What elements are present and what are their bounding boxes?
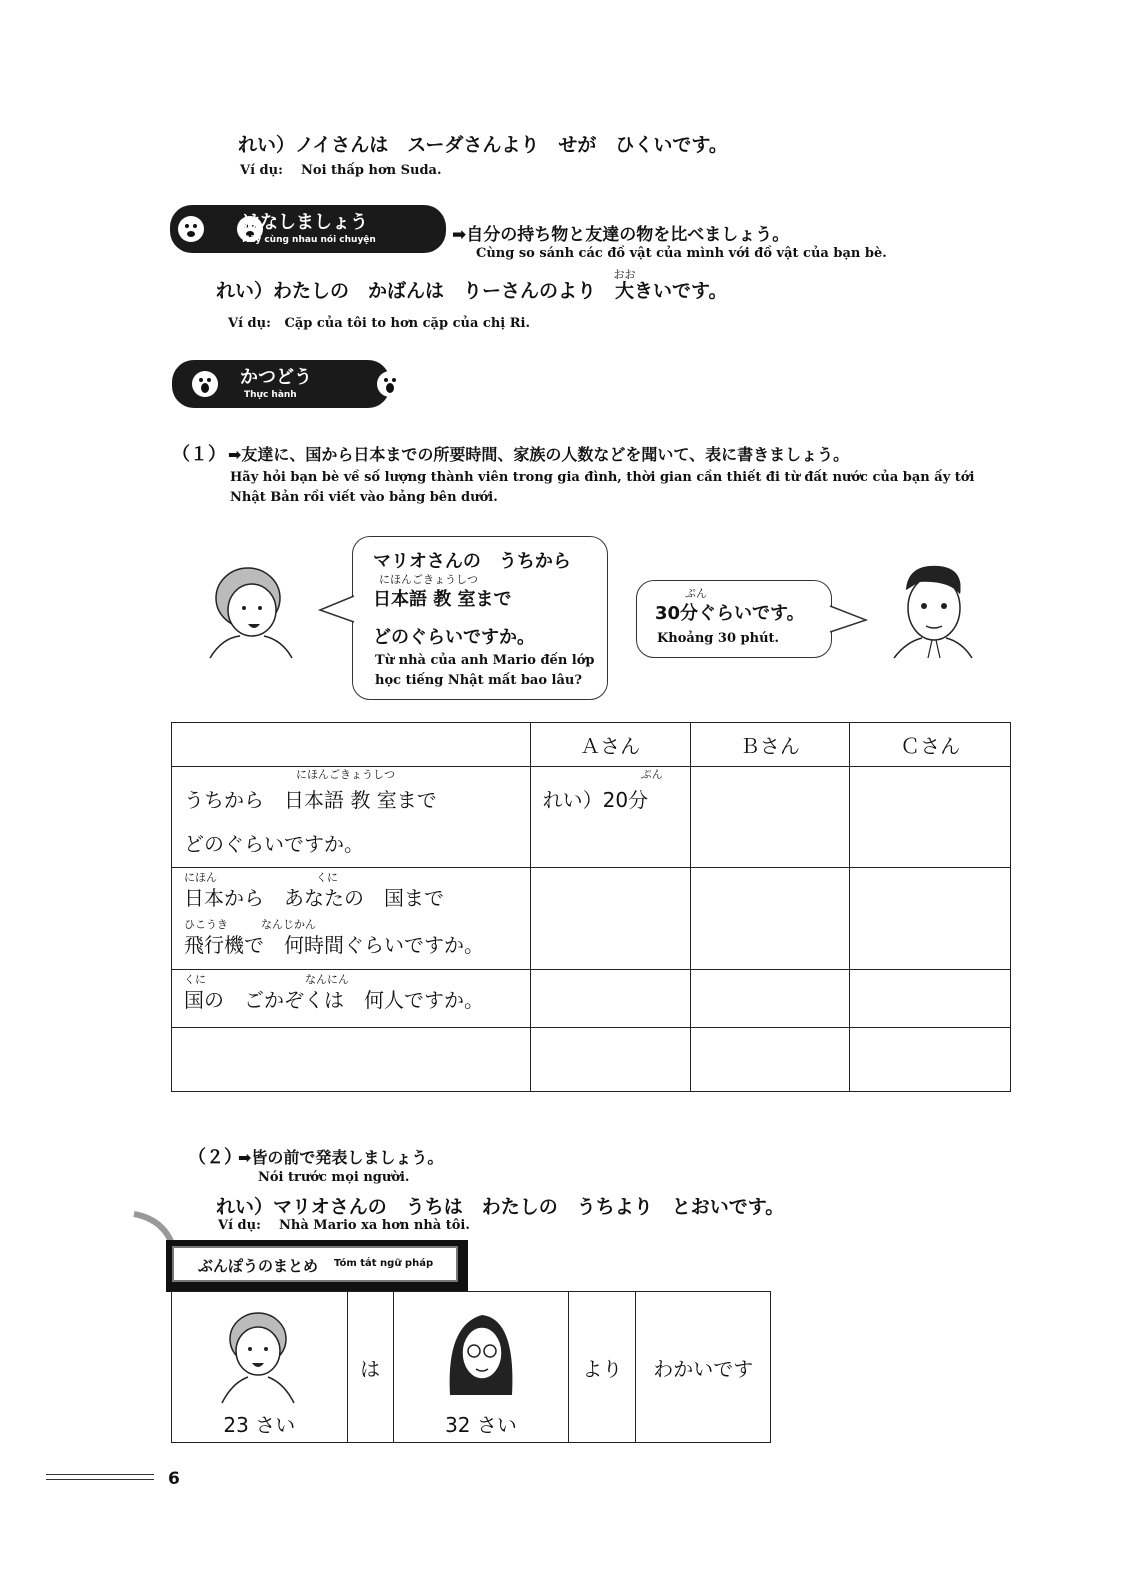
particle-yori: より [569,1292,636,1443]
furigana: ぷん [640,768,663,781]
task2-example-translation: Nhà Mario xa hơn nhà tôi. [279,1218,470,1233]
answer-cell-a [530,767,690,868]
furigana: おお [613,268,636,281]
task2-example-vietnamese [218,1218,470,1233]
question-speech-bubble [352,536,608,700]
table-header-row [172,723,1011,767]
talk-instruction-vietnamese: Cùng so sánh các đồ vật của mình với đồ vật của bạn bè. [476,246,887,261]
question-vietnamese-line2: học tiếng Nhật mất bao lâu? [375,673,582,688]
furigana: くに なんにん [184,973,349,986]
talk-subtitle: Hãy cùng nhau nói chuyện [242,235,376,245]
grammar-subtitle: Tóm tắt ngữ pháp [334,1258,434,1269]
table-header-person-b: Ｂさん [690,723,850,767]
young-woman-illustration [214,1305,304,1405]
question-text: うちから 日本語 教 室まで [184,788,437,812]
answer-line: 30分ぐらいです。 [655,603,805,624]
furigana: にほんごきょうしつ [379,573,478,586]
answer-cell-b[interactable] [690,970,850,1028]
question-text: 国の ごかぞくは 何人ですか。 [184,988,484,1012]
answer-cell-c[interactable] [850,868,1011,970]
bubble-tail-left [318,594,356,624]
question-line1: マリオさんの うちから [373,551,571,572]
answer-cell-b[interactable] [690,1028,850,1092]
talk-instruction: ➡自分の持ち物と友達の物を比べましょう。 [452,225,790,245]
age-label: 23 さい [223,1412,296,1437]
task2-example: れい）マリオさんの うちは わたしの うちより とおいです。 [216,1196,785,1218]
grammar-row [172,1292,771,1443]
answer-cell-c[interactable] [850,1028,1011,1092]
talking-face-icon [178,216,204,242]
grammar-title: ぶんぽうのまとめ [198,1257,319,1275]
talk-section-badge [170,205,446,253]
footer-rule [46,1479,154,1480]
question-line2: 日本語 教 室まで [373,589,512,610]
older-person-cell [393,1292,569,1443]
answer-cell-c[interactable] [850,767,1011,868]
example1-translation: Noi thấp hơn Suda. [301,163,442,178]
task1-vietnamese-line1: Hãy hỏi bạn bè về số lượng thành viên trong gia đình, thời gian cần thiết đi từ đất nước của bạn ấy tới [230,470,975,485]
answer-cell-a[interactable] [530,1028,690,1092]
talk-example-text: れい）わたしの かばんは りーさんのより [216,280,616,302]
table-row [172,868,1011,970]
man-illustration [888,560,978,660]
answer-vietnamese: Khoảng 30 phút. [657,631,780,646]
shouting-face-icon [192,371,218,397]
footer-rule [46,1474,154,1475]
question-cell-empty[interactable] [172,1028,531,1092]
furigana: ひこうき なんじかん [184,918,316,931]
woman-illustration [200,560,300,660]
table-header-cell [172,723,531,767]
task1-number: （１） [172,444,226,465]
particle-wa: は [347,1292,393,1443]
grammar-summary-inner [172,1246,458,1282]
activity-section-badge [172,360,390,408]
example-label: Ví dụ: [228,316,271,331]
task1-vietnamese-line2: Nhật Bản rồi viết vào bảng bên dưới. [230,490,498,505]
page-number: 6 [168,1469,180,1489]
talk-example [216,268,728,303]
task1-instruction: ➡友達に、国から日本までの所要時間、家族の人数などを聞いて、表に書きましょう。 [228,445,850,464]
answer-cell-b[interactable] [690,868,850,970]
answer-cell-b[interactable] [690,767,850,868]
talk-example-ending: きいです。 [634,280,728,302]
task2-vietnamese: Nói trước mọi người. [258,1170,410,1185]
predicate-cell: わかいです [636,1292,771,1443]
table-row [172,767,1011,868]
table-row [172,970,1011,1028]
table-header-person-c: Ｃさん [850,723,1011,767]
survey-table [171,722,1011,1092]
task2-instruction: ➡皆の前で発表しましょう。 [238,1148,444,1167]
bubble-tail-right [828,604,868,634]
example1-vietnamese [240,163,442,178]
talk-example-translation: Cặp của tôi to hơn cặp của chị Ri. [284,316,530,331]
younger-person-cell [172,1292,348,1443]
table-header-person-a: Ａさん [530,723,690,767]
question-text: 日本から あなたの 国まで [184,886,444,910]
question-text: どのぐらいですか。 [184,832,364,856]
activity-subtitle: Thực hành [244,390,297,400]
example-answer: れい）20分 [542,788,649,812]
question-vietnamese-line1: Từ nhà của anh Mario đến lớp [375,653,595,668]
furigana: にほんごきょうしつ [296,768,395,781]
age-label: 32 さい [445,1412,517,1437]
answer-cell-c[interactable] [850,970,1011,1028]
grammar-summary-label [166,1240,468,1292]
woman-with-glasses-illustration [436,1305,526,1405]
answer-cell-a[interactable] [530,868,690,970]
grammar-summary-table [171,1291,771,1443]
question-line3: どのぐらいですか。 [373,627,535,648]
answer-speech-bubble [636,580,832,658]
example-label: Ví dụ: [240,163,283,178]
example1-japanese: れい）ノイさんは スーダさんより せが ひくいです。 [238,134,728,156]
answer-cell-a[interactable] [530,970,690,1028]
shouting-face-icon [377,371,403,397]
furigana: ぷん [685,587,707,600]
table-row [172,1028,1011,1092]
task2-number: （２） [188,1147,242,1168]
activity-title: かつどう [240,367,312,388]
talk-example-kanji: 大 [613,280,636,302]
question-text: 飛行機で 何時間ぐらいですか。 [184,933,484,957]
furigana: にほん くに [184,871,338,884]
question-cell [172,767,531,868]
question-cell [172,970,531,1028]
question-cell [172,868,531,970]
example-label: Ví dụ: [218,1218,261,1233]
talk-example-vietnamese [228,316,530,331]
talk-title: はなしましょう [242,212,368,233]
